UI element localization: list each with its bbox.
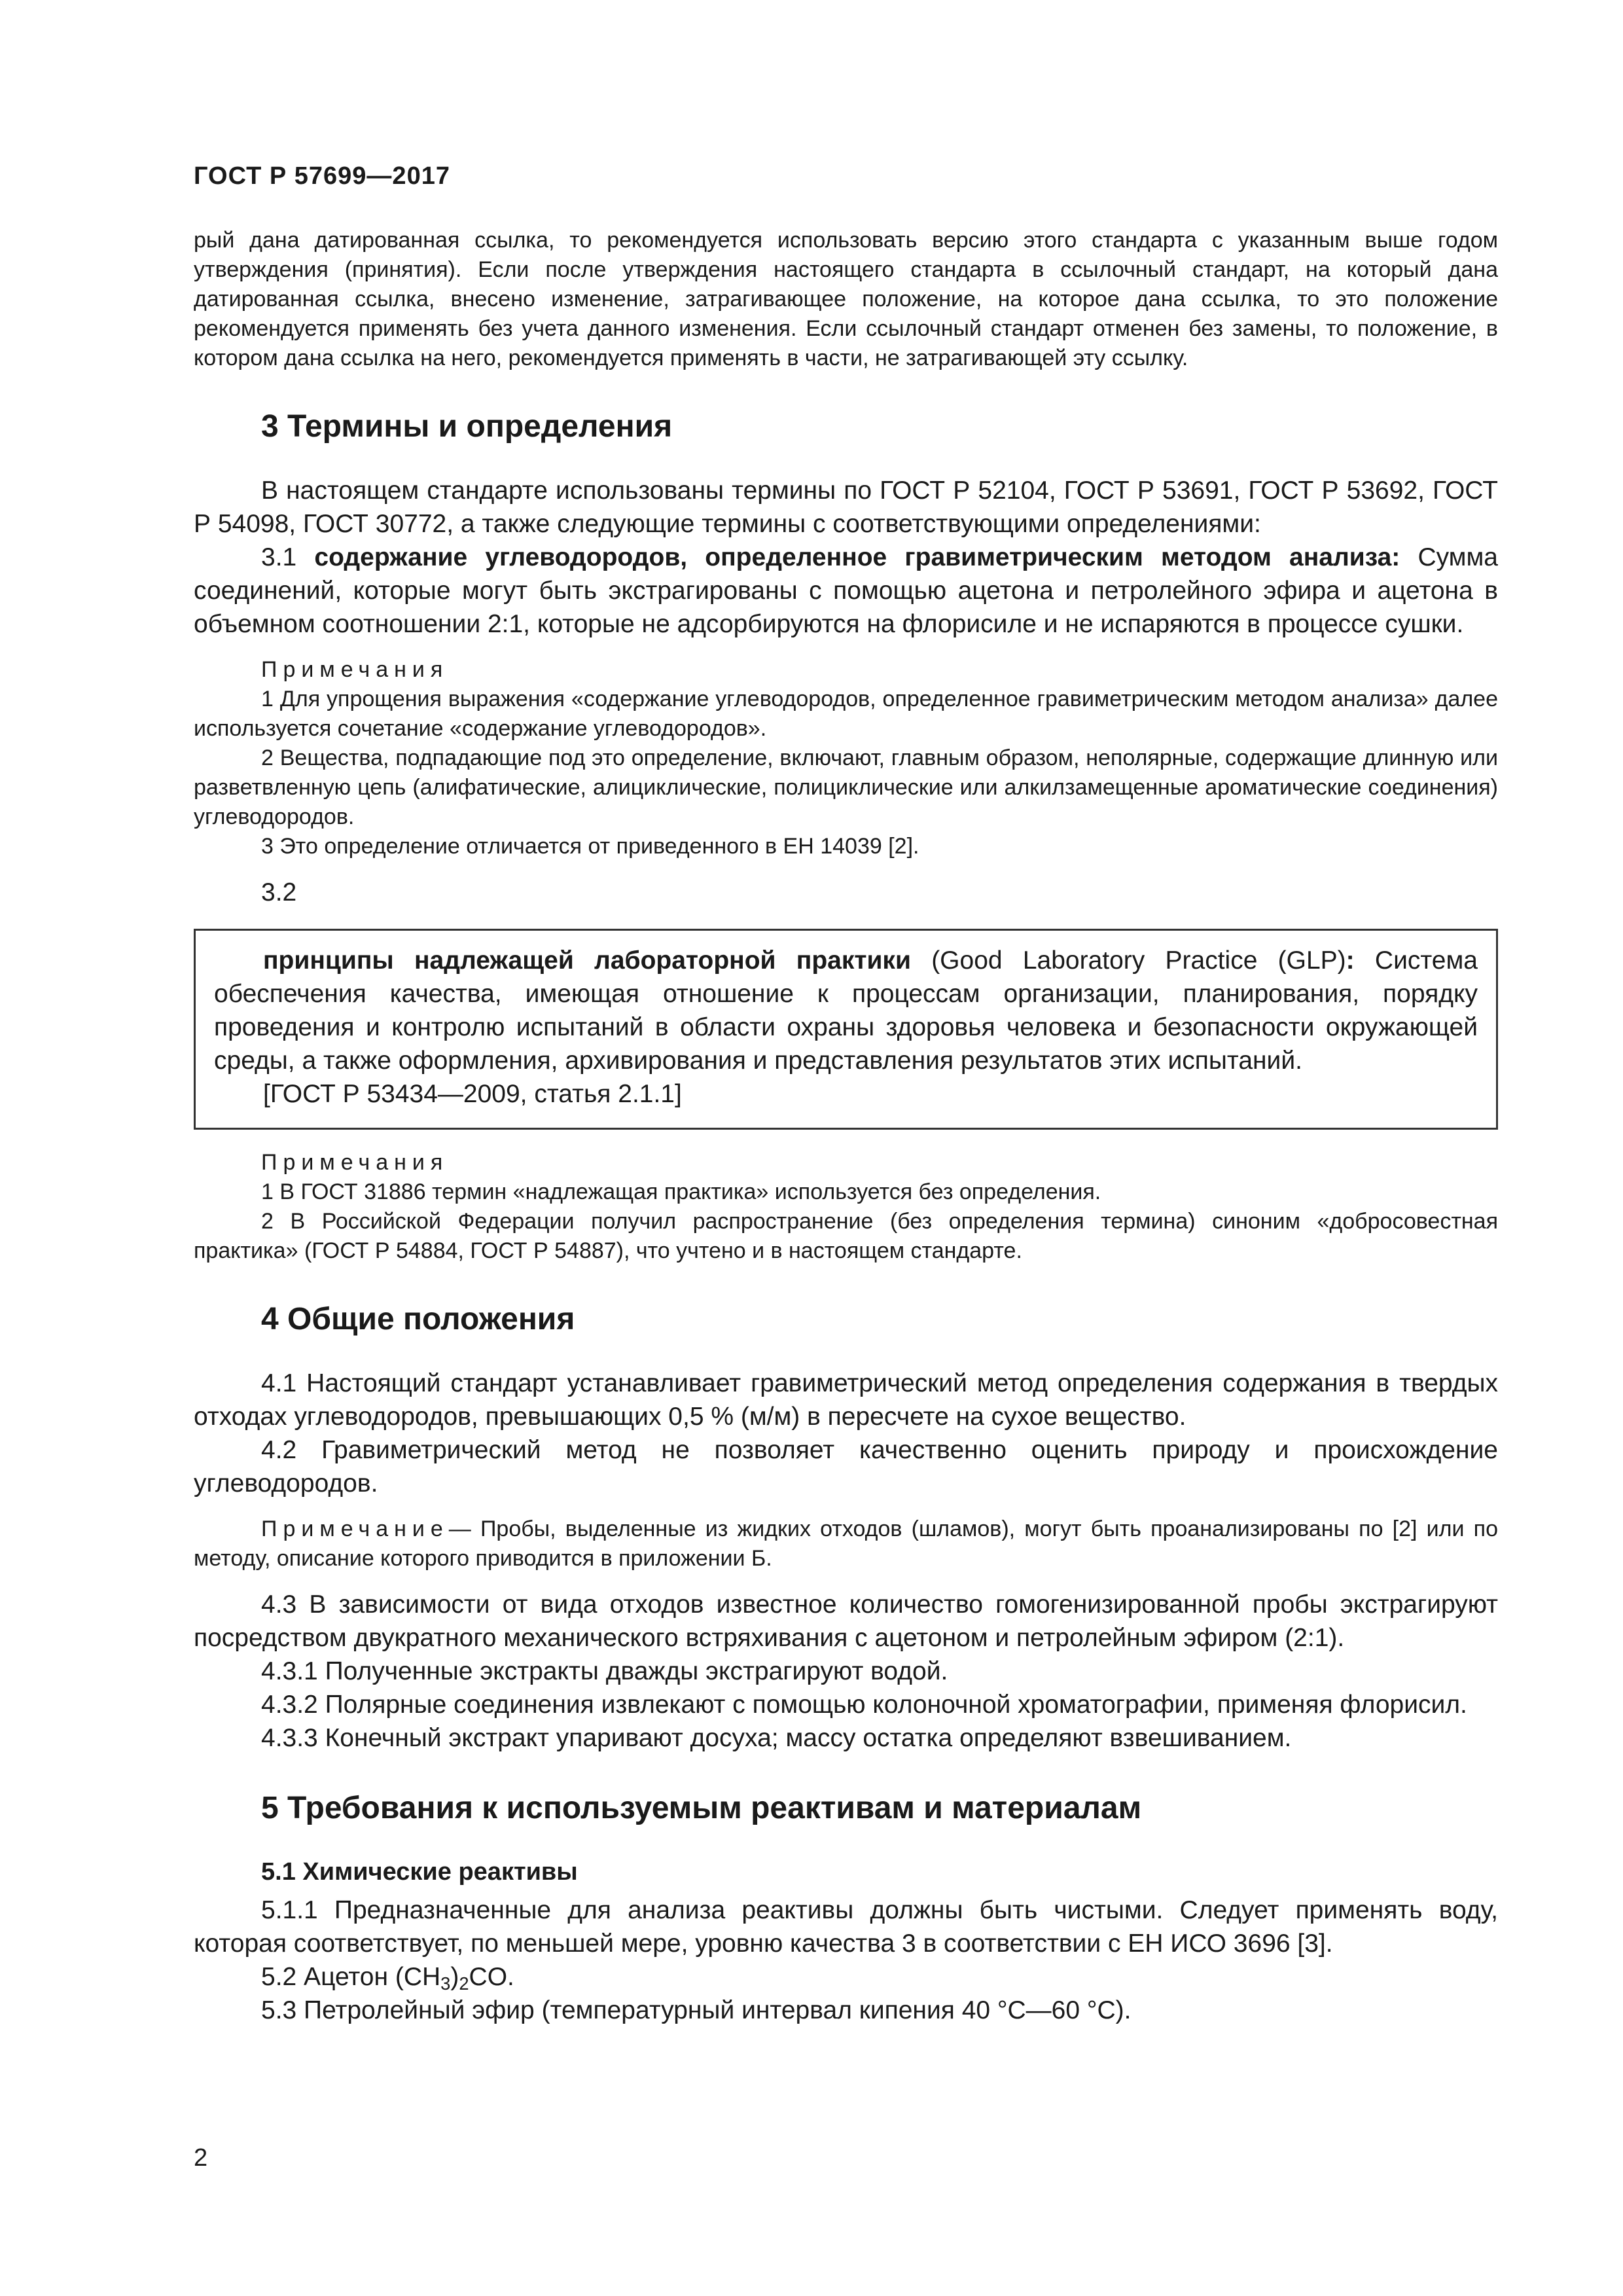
section-4-title: 4 Общие положения	[261, 1302, 575, 1336]
term-3-2-number: 3.2	[261, 878, 297, 906]
notes-1-heading: Примечания	[261, 657, 449, 682]
para-5-3: 5.3 Петролейный эфир (температурный интервал кипения 40 °С—60 °С).	[261, 1996, 1132, 2024]
term-3-1-definition: Сумма соединений, которые могут быть экстрагированы с помощью ацетона и петролейного эфира и ацетона в объемном соотношении 2:1, которые не адсорбируются на флорисиле и не испаряются в процессе сушки.	[194, 543, 1498, 638]
term-3-2-text	[214, 944, 1478, 1077]
section-5-title: 5 Требования к используемым реактивам и материалам	[261, 1791, 1142, 1825]
section-3-title: 3 Термины и определения	[261, 409, 673, 444]
term-3-2-term: принципы надлежащей лабораторной практики	[263, 946, 911, 975]
section-4-note-text: — Пробы, выделенные из жидких отходов (шламов), могут быть проанализированы по [2] или по методу, описание которого приводится в приложении Б.	[194, 1516, 1498, 1571]
page-content	[194, 226, 1498, 2027]
para-5-2-subscript-2: 2	[459, 1973, 469, 1994]
term-3-1-term: содержание углеводородов, определенное гравиметрическим методом анализа:	[314, 543, 1400, 571]
para-5-2	[194, 1960, 1498, 1994]
note-1-item-2: 2 Вещества, подпадающие под это определение, включают, главным образом, неполярные, содержащие длинную или разветвленную цепь (алифатические, алициклические, полициклические или алкилзамещенные ароматические соединения) углеводородов.	[194, 745, 1498, 829]
notes-2-heading: Примечания	[261, 1150, 449, 1175]
section-3-intro: В настоящем стандарте использованы термины по ГОСТ Р 52104, ГОСТ Р 53691, ГОСТ Р 53692, ГОСТ Р 54098, ГОСТ 30772, а также следующие термины с соответствующими определениями:	[194, 476, 1498, 538]
document-code-header: ГОСТ Р 57699—2017	[194, 162, 450, 190]
para-5-1-1: 5.1.1 Предназначенные для анализа реактивы должны быть чистыми. Следует применять воду, которая соответствует, по меньшей мере, уровню качества 3 в соответствии с ЕН ИСО 3696 [3].	[194, 1896, 1498, 1958]
intro-paragraph: рый дана датированная ссылка, то рекомендуется использовать версию этого стандарта с указанным выше годом утверждения (принятия). Если после утверждения настоящего стандарта в ссылочный стандарт, на который дана датированная ссылка, внесено изменение, затрагивающее положение, на которое дана ссылка, то это положение рекомендуется применять без учета данного изменения. Если ссылочный стандарт отменен без замены, то положение, в котором дана ссылка на него, рекомендуется применять в части, не затрагивающей эту ссылку.	[194, 228, 1498, 370]
term-3-2-term-en: (Good Laboratory Practice (GLP)	[931, 946, 1346, 975]
note-1-item-1: 1 Для упрощения выражения «содержание углеводородов, определенное гравиметрическим методом анализа» далее используется сочетание «содержание углеводородов».	[194, 687, 1498, 741]
para-4-1: 4.1 Настоящий стандарт устанавливает гравиметрический метод определения содержания в твердых отходах углеводородов, превышающих 0,5 % (м/м) в пересчете на сухое вещество.	[194, 1369, 1498, 1431]
para-4-3-3: 4.3.3 Конечный экстракт упаривают досуха; массу остатка определяют взвешиванием.	[261, 1724, 1292, 1752]
para-5-2-prefix: 5.2 Ацетон (CH	[261, 1963, 441, 1991]
subsection-5-1-title: 5.1 Химические реактивы	[261, 1858, 578, 1886]
term-3-2-definition-box	[194, 929, 1498, 1130]
note-2-item-1: 1 В ГОСТ 31886 термин «надлежащая практика» используется без определения.	[261, 1179, 1101, 1204]
note-2-item-2: 2 В Российской Федерации получил распространение (без определения термина) синоним «добросовестная практика» (ГОСТ Р 54884, ГОСТ Р 54887), что учтено и в настоящем стандарте.	[194, 1209, 1498, 1263]
para-4-3: 4.3 В зависимости от вида отходов известное количество гомогенизированной пробы экстрагируют посредством двукратного механического встряхивания с ацетоном и петролейным эфиром (2:1).	[194, 1590, 1498, 1652]
page-number: 2	[194, 2144, 208, 2172]
term-3-1-number: 3.1	[261, 543, 297, 571]
term-3-2-definition: Система обеспечения качества, имеющая отношение к процессам организации, планирования, порядку проведения и контролю испытаний в области охраны здоровья человека и безопасности окружающей среды, а также оформления, архивирования и представления результатов этих испытаний.	[214, 946, 1478, 1075]
term-3-1	[194, 541, 1498, 641]
para-4-3-2: 4.3.2 Полярные соединения извлекают с помощью колоночной хроматографии, применяя флорисил.	[261, 1691, 1467, 1719]
para-5-2-mid: )	[450, 1963, 459, 1991]
para-5-2-suffix: CO.	[469, 1963, 514, 1991]
note-1-item-3: 3 Это определение отличается от приведенного в ЕН 14039 [2].	[261, 834, 919, 859]
section-4-note-label: Примечание	[261, 1516, 449, 1541]
term-3-2-reference: [ГОСТ Р 53434—2009, статья 2.1.1]	[263, 1080, 682, 1108]
section-4-note	[194, 1515, 1498, 1573]
para-4-2: 4.2 Гравиметрический метод не позволяет качественно оценить природу и происхождение углеводородов.	[194, 1436, 1498, 1498]
para-4-3-1: 4.3.1 Полученные экстракты дважды экстрагируют водой.	[261, 1657, 948, 1685]
term-3-2-colon: :	[1346, 946, 1355, 975]
para-5-2-subscript-1: 3	[440, 1973, 451, 1994]
